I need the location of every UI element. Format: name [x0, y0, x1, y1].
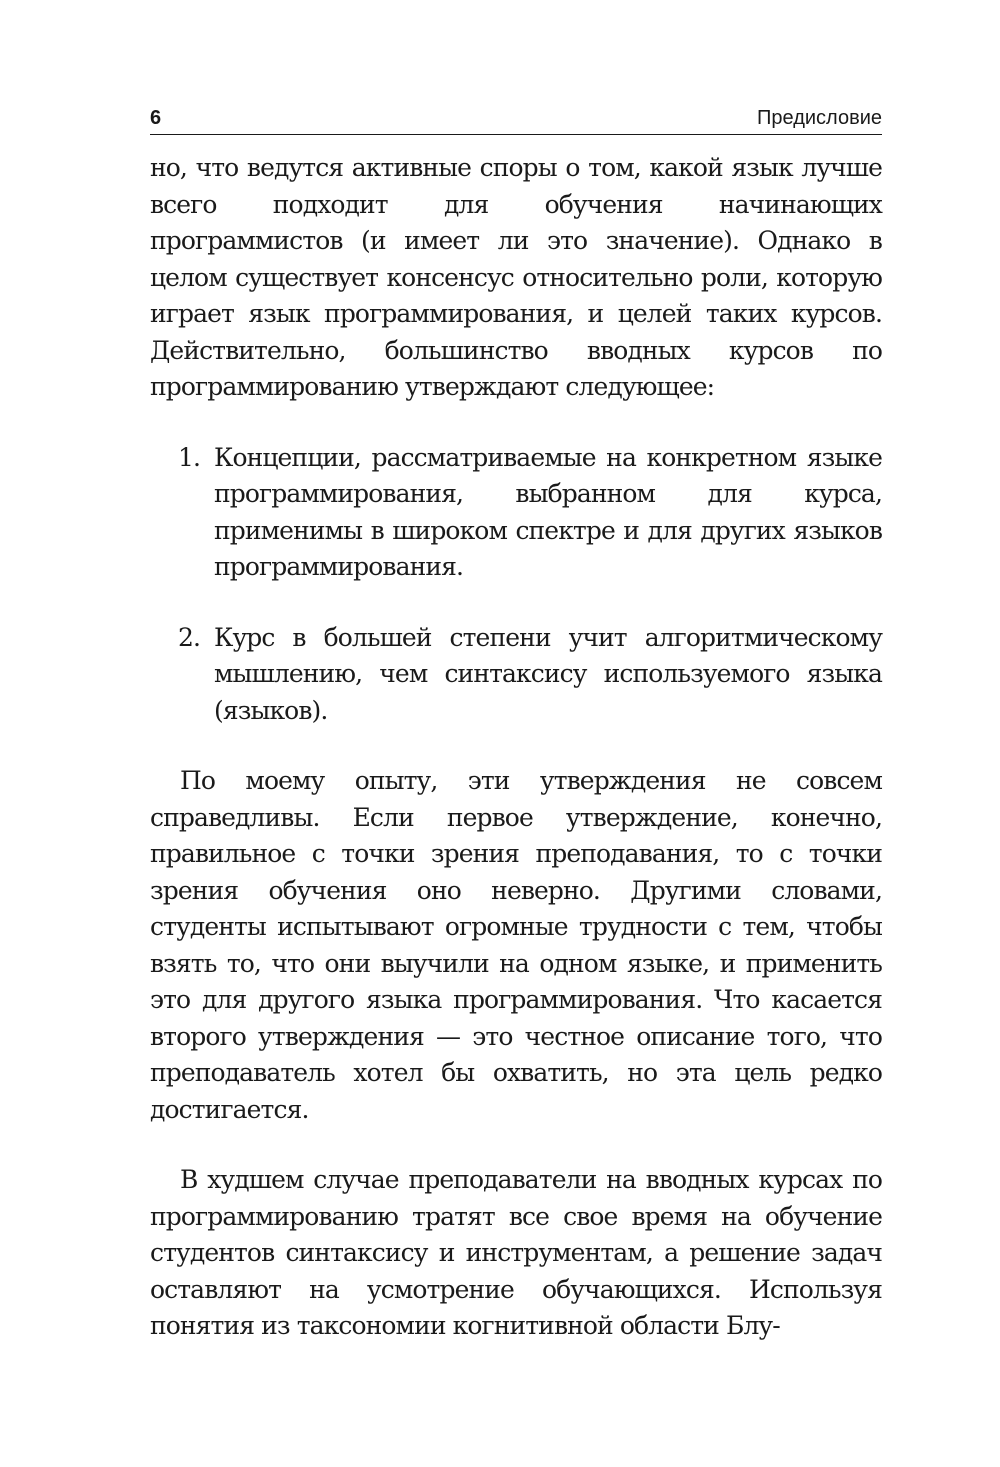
- paragraph-gap: [150, 406, 882, 440]
- paragraph-experience: По моему опыту, эти утверждения не совсем справедливы. Если первое утверждение, конечно, правильное с точки зрения преподавания, то с точки зрения обучения оно неверно. Другими словами, студенты испытывают огромные трудности с тем, чтобы взять то, что они выучили на одном языке, и применить это для другого языка программирования. Что касается второго утверждения — это честное описание того, что преподаватель хотел бы охватить, но эта цель редко достигается.: [150, 766, 882, 1124]
- body-text: [150, 150, 882, 1345]
- paragraph-gap: [150, 729, 882, 763]
- list-item: [150, 620, 882, 730]
- list-item: [150, 440, 882, 586]
- paragraph-worst-case: В худшем случае преподаватели на вводных курсах по программированию тратят все свое время на обучение студентов синтаксису и инструментам, а решение задач оставляют на усмотрение обучающихся. Используя понятия из таксономии когнитивной области Блу-: [150, 1165, 882, 1340]
- list-item-text: Концепции, рассматриваемые на конкретном языке программирования, выбранном для курса, применимы в широком спектре и для других языков программирования.: [214, 442, 882, 581]
- section-title: Предисловие: [757, 107, 882, 129]
- list-marker: 2.: [178, 622, 201, 652]
- running-head: [150, 104, 882, 135]
- book-page: [150, 0, 882, 1467]
- list-marker: 1.: [178, 442, 201, 472]
- page-number: 6: [150, 107, 162, 129]
- paragraph-intro: но, что ведутся активные споры о том, какой язык лучше всего подходит для обучения начинающих программистов (и имеет ли это значение). Однако в целом существует консенсус относительно роли, которую играет язык программирования, и целей таких курсов. Действительно, большинство вводных курсов по программированию утверждают следующее:: [150, 153, 882, 401]
- paragraph-gap: [150, 1128, 882, 1162]
- list-item-text: Курс в большей степени учит алгоритмическому мышлению, чем синтаксису используемого языка (языков).: [214, 622, 882, 725]
- numbered-list: [150, 440, 882, 730]
